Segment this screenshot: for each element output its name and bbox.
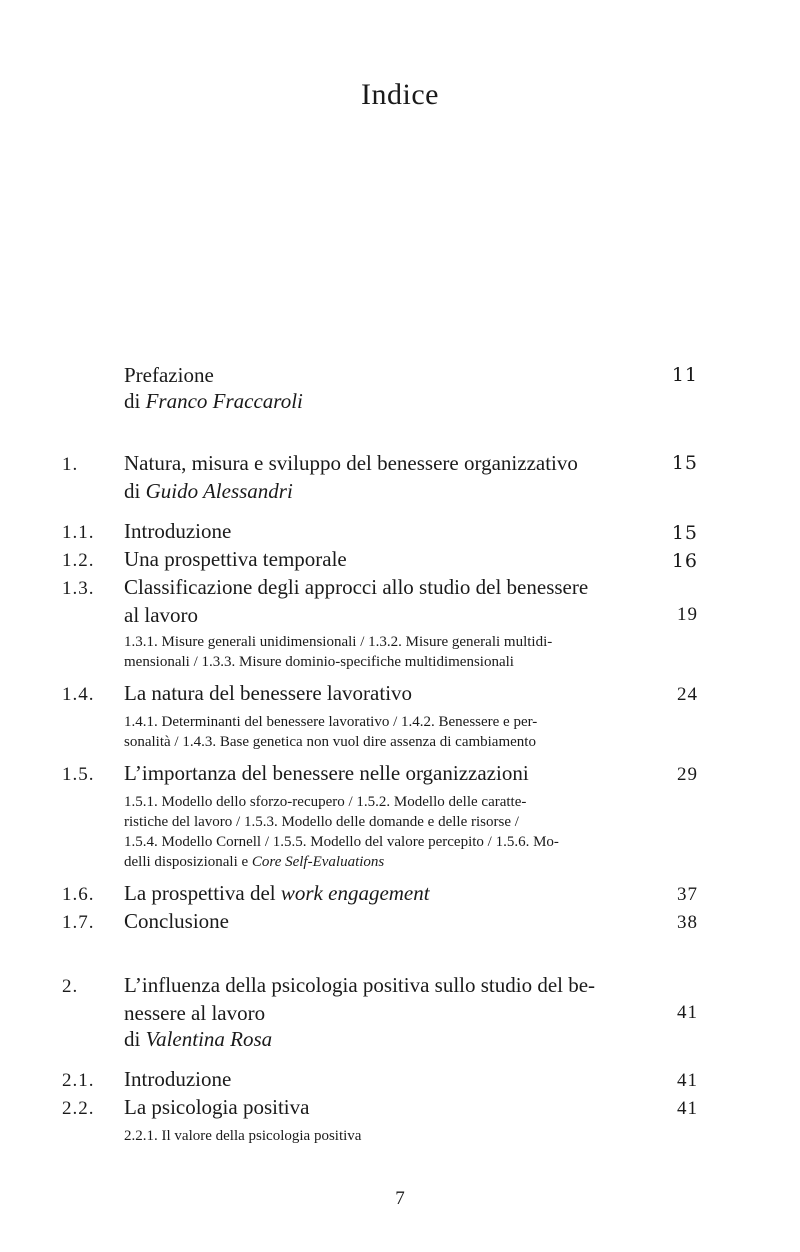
entry-title: Una prospettiva temporale — [124, 547, 347, 571]
entry-number: 1.7. — [62, 912, 95, 933]
entry-number: 2.1. — [62, 1070, 95, 1091]
toc-entry-1-2 — [62, 546, 698, 574]
entry-page: 37 — [677, 884, 698, 905]
entry-number: 2. — [62, 976, 79, 997]
entry-number: 1.3. — [62, 578, 95, 599]
entry-number: 1.1. — [62, 522, 95, 543]
entry-title: La prospettiva del work engagement — [124, 881, 430, 905]
entry-subsections: 2.2.1. Il valore della psicologia positiva — [124, 1128, 362, 1144]
entry-number: 1. — [62, 454, 79, 475]
entry-page: 15 — [671, 452, 698, 474]
entry-title: Prefazione — [124, 363, 214, 387]
toc-entry-2-1 — [62, 1066, 698, 1094]
entry-title: Classificazione degli approcci allo studio del benessere — [124, 575, 589, 599]
entry-title: Conclusione — [124, 909, 229, 933]
page-number: 7 — [395, 1188, 405, 1209]
entry-page: 38 — [677, 912, 698, 933]
toc-entry-chapter-1 — [62, 450, 698, 504]
entry-page: 19 — [677, 604, 698, 625]
entry-title: L’influenza della psicologia positiva sullo studio del be- — [124, 973, 596, 997]
entry-title: Introduzione — [124, 1067, 232, 1091]
entry-page: 41 — [677, 1098, 698, 1119]
toc-entry-2-2 — [62, 1094, 698, 1146]
toc-entry-1-3 — [62, 574, 698, 672]
entry-number: 1.5. — [62, 764, 95, 785]
entry-subsections: 1.4.1. Determinanti del benessere lavorativo / 1.4.2. Benessere e per- sonalità / 1.4.3. Base genetica non vuol dire assenza di cambiamento — [124, 714, 538, 750]
entry-title: La psicologia positiva — [124, 1095, 310, 1119]
entry-title: La natura del benessere lavorativo — [124, 681, 413, 705]
toc-entry-1-4 — [62, 680, 698, 752]
entry-title-continued: nessere al lavoro — [124, 1001, 266, 1025]
entry-page: 11 — [671, 364, 698, 386]
toc-entry-1-7 — [62, 908, 698, 936]
entry-number: 1.2. — [62, 550, 95, 571]
entry-title-continued: al lavoro — [124, 603, 199, 627]
entry-number: 1.6. — [62, 884, 95, 905]
page-title: Indice — [361, 78, 439, 111]
entry-author: di Guido Alessandri — [124, 479, 293, 503]
entry-page: 24 — [677, 684, 698, 705]
entry-subsections: 1.5.1. Modello dello sforzo-recupero / 1.5.2. Modello delle caratte- ristiche del lavoro / 1.5.3. Modello delle domande e delle risorse / 1.5.4. Modello Cornell / 1.5.5. Modello del valore percepito / 1.5.6. Mo- delli disposizionali e Core Self-Evaluations — [124, 794, 559, 870]
entry-page: 29 — [677, 764, 698, 785]
entry-page: 15 — [671, 522, 698, 544]
entry-page: 41 — [677, 1002, 698, 1023]
entry-title: L’importanza del benessere nelle organizzazioni — [124, 761, 529, 785]
entry-title: Natura, misura e sviluppo del benessere organizzativo — [124, 451, 578, 475]
toc-entry-1-6 — [62, 880, 698, 908]
entry-number: 1.4. — [62, 684, 95, 705]
entry-subsections: 1.3.1. Misure generali unidimensionali / 1.3.2. Misure generali multidi- mensionali / 1.3.3. Misure dominio-specifiche multidimensionali — [124, 634, 553, 670]
toc-entry-1-5 — [62, 760, 698, 872]
entry-number: 2.2. — [62, 1098, 95, 1119]
toc-entry-prefazione — [62, 362, 698, 414]
entry-page: 41 — [677, 1070, 698, 1091]
table-of-contents — [62, 362, 698, 1146]
entry-title: Introduzione — [124, 519, 232, 543]
toc-entry-chapter-2 — [62, 972, 698, 1052]
entry-page: 16 — [671, 550, 698, 572]
toc-entry-1-1 — [62, 518, 698, 546]
entry-author: di Franco Fraccaroli — [124, 389, 303, 413]
entry-author: di Valentina Rosa — [124, 1027, 273, 1051]
